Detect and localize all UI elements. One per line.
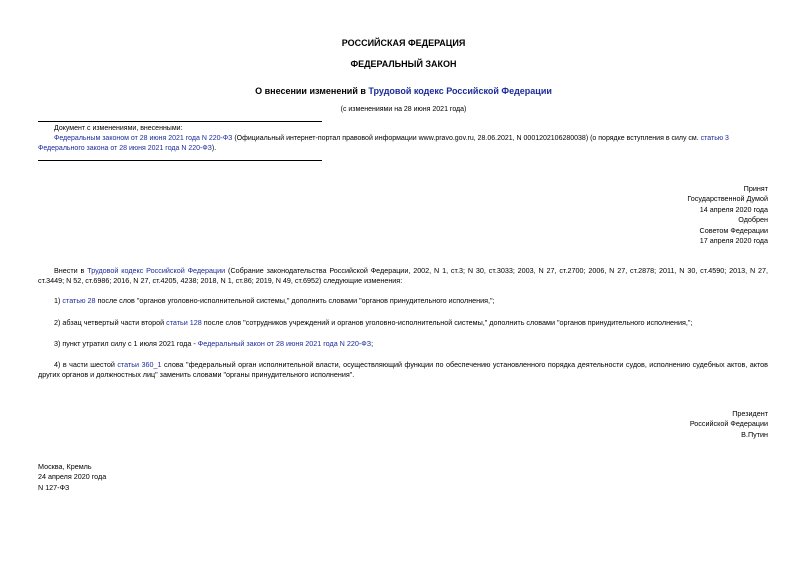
item-text: 3) пункт утратил силу с 1 июля 2021 года - [54,339,198,348]
signature-block [518,409,768,440]
federation-heading: РОССИЙСКАЯ ФЕДЕРАЦИЯ [341,38,466,48]
item-text: 4) в части шестой [54,360,118,369]
article-28-link[interactable]: статью 28 [62,296,96,305]
amendment-item-3 [38,339,768,349]
law-title [0,85,807,98]
item-text: после слов "сотрудников учреждений и органов уголовно-исполнительной системы," дополнить словами "органов принудительного исполнения,"; [201,318,693,327]
changes-note-intro: Документ с изменениями, внесенными: [54,125,183,132]
note-bottom-rule [38,160,322,161]
adoption-line: 17 апреля 2020 года [699,236,768,246]
adoption-line: Одобрен [738,215,768,225]
adoption-line: 14 апреля 2020 года [699,204,768,214]
law-220-item-link[interactable]: Федеральный закон от 28 июня 2021 года N 220-ФЗ [197,339,372,348]
item-text: 2) абзац четвертый части второй [54,318,167,327]
footer-block [38,462,106,493]
amendment-item-2 [38,318,768,328]
item-text: 1) [54,296,63,305]
article-360-1-link[interactable]: статьи 360_1 [117,360,162,369]
law-title-prefix: О внесении изменений в [255,86,369,96]
footer-place: Москва, Кремль [38,462,92,471]
adoption-line: Советом Федерации [699,225,768,235]
body-intro-post: (Собрание законодательства Российской Федерации, 2002, N 1, ст.3; N 30, ст.3033; 2003, N 27, ст.2700; 2006, N 27, ст.2878; 2011, N 30, ст.4590; 2013, N 27, ст.3449; N 52, ст.6986; 2016, N 27, ст.4205, 4238; 2018, N 1, ст.86; 2019, N 49, ст.6952) следующие изменения: [38,266,768,286]
labor-code-link[interactable]: Трудовой кодекс Российской Федерации [87,266,226,275]
changes-note [38,124,770,154]
amendment-item-4 [38,360,768,381]
signature-line: В.Путин [741,429,768,439]
labor-code-title-link[interactable]: Трудовой кодекс Российской Федерации [368,86,552,96]
footer-number: N 127-ФЗ [38,482,70,492]
law-220-link[interactable]: Федеральным законом от 28 июня 2021 года N 220-ФЗ [54,135,233,143]
item-text: после слов "органов уголовно-исполнительной системы," дополнить словами "органов принудительного исполнения,"; [95,296,495,305]
body-intro [38,266,768,287]
changes-note-body: (Официальный интернет-портал правовой информации www.pravo.gov.ru, 28.06.2021, N 0001202106280038) (о порядке вступления в силу см. [232,135,701,143]
body-intro-pre: Внести в [54,266,88,275]
changes-note-tail: ). [211,145,217,153]
law-subtitle: (с изменениями на 28 июня 2021 года) [340,106,467,113]
adoption-line: Государственной Думой [687,194,768,204]
law-type-heading: ФЕДЕРАЛЬНЫЙ ЗАКОН [350,59,457,69]
signature-line: Президент [732,409,768,418]
item-text: ; [371,339,374,348]
footer-date: 24 апреля 2020 года [38,472,107,482]
note-top-rule [38,121,322,122]
signature-line: Российской Федерации [689,419,768,429]
article-3-link[interactable]: статью 3 Федерального закона от 28 июня 2021 года N 220-ФЗ [38,135,729,153]
amendment-item-1 [38,296,768,306]
adoption-line: Принят [743,184,768,193]
article-128-link[interactable]: статьи 128 [166,318,202,327]
item-text: слова "федеральный орган исполнительной власти, осуществляющий функции по обеспечению установленного порядка деятельности судов, исполнению судебных актов, актов других органов и должностных лиц" заменить словами "органы принудительного исполнения". [38,360,768,380]
changes-note-text [38,134,770,154]
adoption-block [518,184,768,247]
